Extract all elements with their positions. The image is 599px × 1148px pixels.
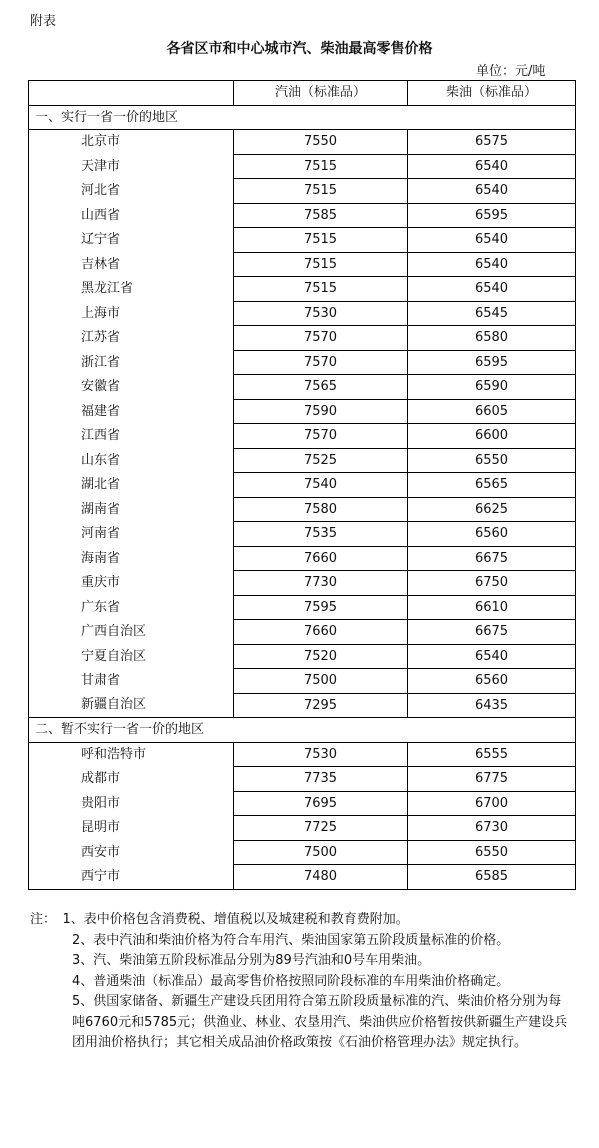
table-row: [29, 399, 576, 424]
diesel-price-cell: 6775: [408, 767, 576, 792]
region-name-cell: 广西自治区: [29, 620, 234, 645]
table-row: [29, 179, 576, 204]
section-row-1: [29, 105, 576, 130]
region-name-cell: 西安市: [29, 840, 234, 865]
table-row: [29, 840, 576, 865]
gasoline-price-cell: 7570: [234, 350, 408, 375]
table-row: [29, 522, 576, 547]
table-row: [29, 154, 576, 179]
diesel-price-cell: 6610: [408, 595, 576, 620]
gasoline-price-cell: 7520: [234, 644, 408, 669]
gasoline-price-cell: 7590: [234, 399, 408, 424]
header-cell-gasoline: 汽油（标准品）: [234, 81, 408, 106]
region-name-cell: 上海市: [29, 301, 234, 326]
gasoline-price-cell: 7595: [234, 595, 408, 620]
diesel-price-cell: 6565: [408, 473, 576, 498]
region-name-cell: 河北省: [29, 179, 234, 204]
gasoline-price-cell: 7535: [234, 522, 408, 547]
diesel-price-cell: 6550: [408, 840, 576, 865]
region-name-cell: 北京市: [29, 130, 234, 155]
region-name-cell: 宁夏自治区: [29, 644, 234, 669]
table-row: [29, 865, 576, 890]
table-header-row: [29, 81, 576, 106]
table-row: [29, 620, 576, 645]
region-name-cell: 安徽省: [29, 375, 234, 400]
attachment-label: 附表: [30, 14, 57, 29]
region-name-cell: 湖北省: [29, 473, 234, 498]
table-row: [29, 546, 576, 571]
gasoline-price-cell: 7500: [234, 840, 408, 865]
gasoline-price-cell: 7530: [234, 301, 408, 326]
diesel-price-cell: 6585: [408, 865, 576, 890]
gasoline-price-cell: 7530: [234, 742, 408, 767]
region-name-cell: 江西省: [29, 424, 234, 449]
diesel-price-cell: 6750: [408, 571, 576, 596]
gasoline-price-cell: 7695: [234, 791, 408, 816]
region-name-cell: 山西省: [29, 203, 234, 228]
region-name-cell: 重庆市: [29, 571, 234, 596]
gasoline-price-cell: 7515: [234, 252, 408, 277]
region-name-cell: 河南省: [29, 522, 234, 547]
table-row: [29, 497, 576, 522]
gasoline-price-cell: 7585: [234, 203, 408, 228]
diesel-price-cell: 6545: [408, 301, 576, 326]
note-3: 3、汽、柴油第五阶段标准品分别为89号汽油和0号车用柴油。: [72, 953, 431, 968]
diesel-price-cell: 6550: [408, 448, 576, 473]
table-row: [29, 816, 576, 841]
price-table: [28, 80, 576, 890]
region-name-cell: 山东省: [29, 448, 234, 473]
region-name-cell: 辽宁省: [29, 228, 234, 253]
gasoline-price-cell: 7540: [234, 473, 408, 498]
diesel-price-cell: 6625: [408, 497, 576, 522]
region-name-cell: 新疆自治区: [29, 693, 234, 718]
note-1: 注： 1、表中价格包含消费税、增值税以及城建税和教育费附加。: [30, 912, 409, 927]
diesel-price-cell: 6560: [408, 522, 576, 547]
table-row: [29, 448, 576, 473]
section-row-2: [29, 718, 576, 743]
region-name-cell: 黑龙江省: [29, 277, 234, 302]
region-name-cell: 湖南省: [29, 497, 234, 522]
diesel-price-cell: 6580: [408, 326, 576, 351]
region-name-cell: 海南省: [29, 546, 234, 571]
diesel-price-cell: 6595: [408, 350, 576, 375]
diesel-price-cell: 6590: [408, 375, 576, 400]
table-row: [29, 742, 576, 767]
diesel-price-cell: 6575: [408, 130, 576, 155]
table-row: [29, 326, 576, 351]
region-name-cell: 贵阳市: [29, 791, 234, 816]
table-row: [29, 228, 576, 253]
gasoline-price-cell: 7525: [234, 448, 408, 473]
gasoline-price-cell: 7725: [234, 816, 408, 841]
table-row: [29, 350, 576, 375]
gasoline-price-cell: 7565: [234, 375, 408, 400]
gasoline-price-cell: 7480: [234, 865, 408, 890]
gasoline-price-cell: 7660: [234, 620, 408, 645]
region-name-cell: 成都市: [29, 767, 234, 792]
region-name-cell: 浙江省: [29, 350, 234, 375]
gasoline-price-cell: 7735: [234, 767, 408, 792]
table-row: [29, 644, 576, 669]
table-row: [29, 375, 576, 400]
note-2: 2、表中汽油和柴油价格为符合车用汽、柴油国家第五阶段质量标准的价格。: [72, 932, 510, 948]
region-name-cell: 江苏省: [29, 326, 234, 351]
gasoline-price-cell: 7515: [234, 154, 408, 179]
gasoline-price-cell: 7570: [234, 326, 408, 351]
diesel-price-cell: 6700: [408, 791, 576, 816]
table-row: [29, 669, 576, 694]
diesel-price-cell: 6555: [408, 742, 576, 767]
gasoline-price-cell: 7515: [234, 228, 408, 253]
table-row: [29, 571, 576, 596]
header-cell-diesel: 柴油（标准品）: [408, 81, 576, 106]
region-name-cell: 天津市: [29, 154, 234, 179]
note-5: 5、供国家储备、新疆生产建设兵团用符合第五阶段质量标准的汽、柴油价格分别为每吨6760元和5785元；供渔业、林业、农垦用汽、柴油供应价格暂按供新疆生产建设兵团用油价格执行；其它相关成品油价格政策按《石油价格管理办法》规定执行。: [72, 994, 568, 1050]
gasoline-price-cell: 7515: [234, 277, 408, 302]
diesel-price-cell: 6730: [408, 816, 576, 841]
gasoline-price-cell: 7730: [234, 571, 408, 596]
table-row: [29, 473, 576, 498]
diesel-price-cell: 6540: [408, 277, 576, 302]
table-row: [29, 277, 576, 302]
region-name-cell: 吉林省: [29, 252, 234, 277]
page-title: 各省区市和中心城市汽、柴油最高零售价格: [166, 41, 433, 57]
diesel-price-cell: 6675: [408, 546, 576, 571]
region-name-cell: 甘肃省: [29, 669, 234, 694]
diesel-price-cell: 6540: [408, 252, 576, 277]
header-cell-region: [29, 81, 234, 106]
table-row: [29, 203, 576, 228]
section-label: 二、暂不实行一省一价的地区: [29, 718, 576, 743]
diesel-price-cell: 6600: [408, 424, 576, 449]
diesel-price-cell: 6605: [408, 399, 576, 424]
notes-block: [30, 910, 570, 1054]
gasoline-price-cell: 7660: [234, 546, 408, 571]
unit-label: 单位：元/吨: [476, 64, 546, 79]
diesel-price-cell: 6540: [408, 228, 576, 253]
table-row: [29, 301, 576, 326]
gasoline-price-cell: 7500: [234, 669, 408, 694]
table-row: [29, 693, 576, 718]
region-name-cell: 昆明市: [29, 816, 234, 841]
region-name-cell: 西宁市: [29, 865, 234, 890]
note-4: 4、普通柴油（标准品）最高零售价格按照同阶段标准的车用柴油价格确定。: [72, 973, 510, 989]
gasoline-price-cell: 7515: [234, 179, 408, 204]
diesel-price-cell: 6675: [408, 620, 576, 645]
diesel-price-cell: 6560: [408, 669, 576, 694]
table-row: [29, 130, 576, 155]
gasoline-price-cell: 7570: [234, 424, 408, 449]
table-row: [29, 424, 576, 449]
diesel-price-cell: 6540: [408, 179, 576, 204]
table-row: [29, 252, 576, 277]
diesel-price-cell: 6540: [408, 644, 576, 669]
gasoline-price-cell: 7550: [234, 130, 408, 155]
gasoline-price-cell: 7295: [234, 693, 408, 718]
table-row: [29, 791, 576, 816]
diesel-price-cell: 6540: [408, 154, 576, 179]
gasoline-price-cell: 7580: [234, 497, 408, 522]
table-row: [29, 595, 576, 620]
section-label: 一、实行一省一价的地区: [29, 105, 576, 130]
diesel-price-cell: 6595: [408, 203, 576, 228]
table-row: [29, 767, 576, 792]
diesel-price-cell: 6435: [408, 693, 576, 718]
region-name-cell: 呼和浩特市: [29, 742, 234, 767]
region-name-cell: 福建省: [29, 399, 234, 424]
region-name-cell: 广东省: [29, 595, 234, 620]
